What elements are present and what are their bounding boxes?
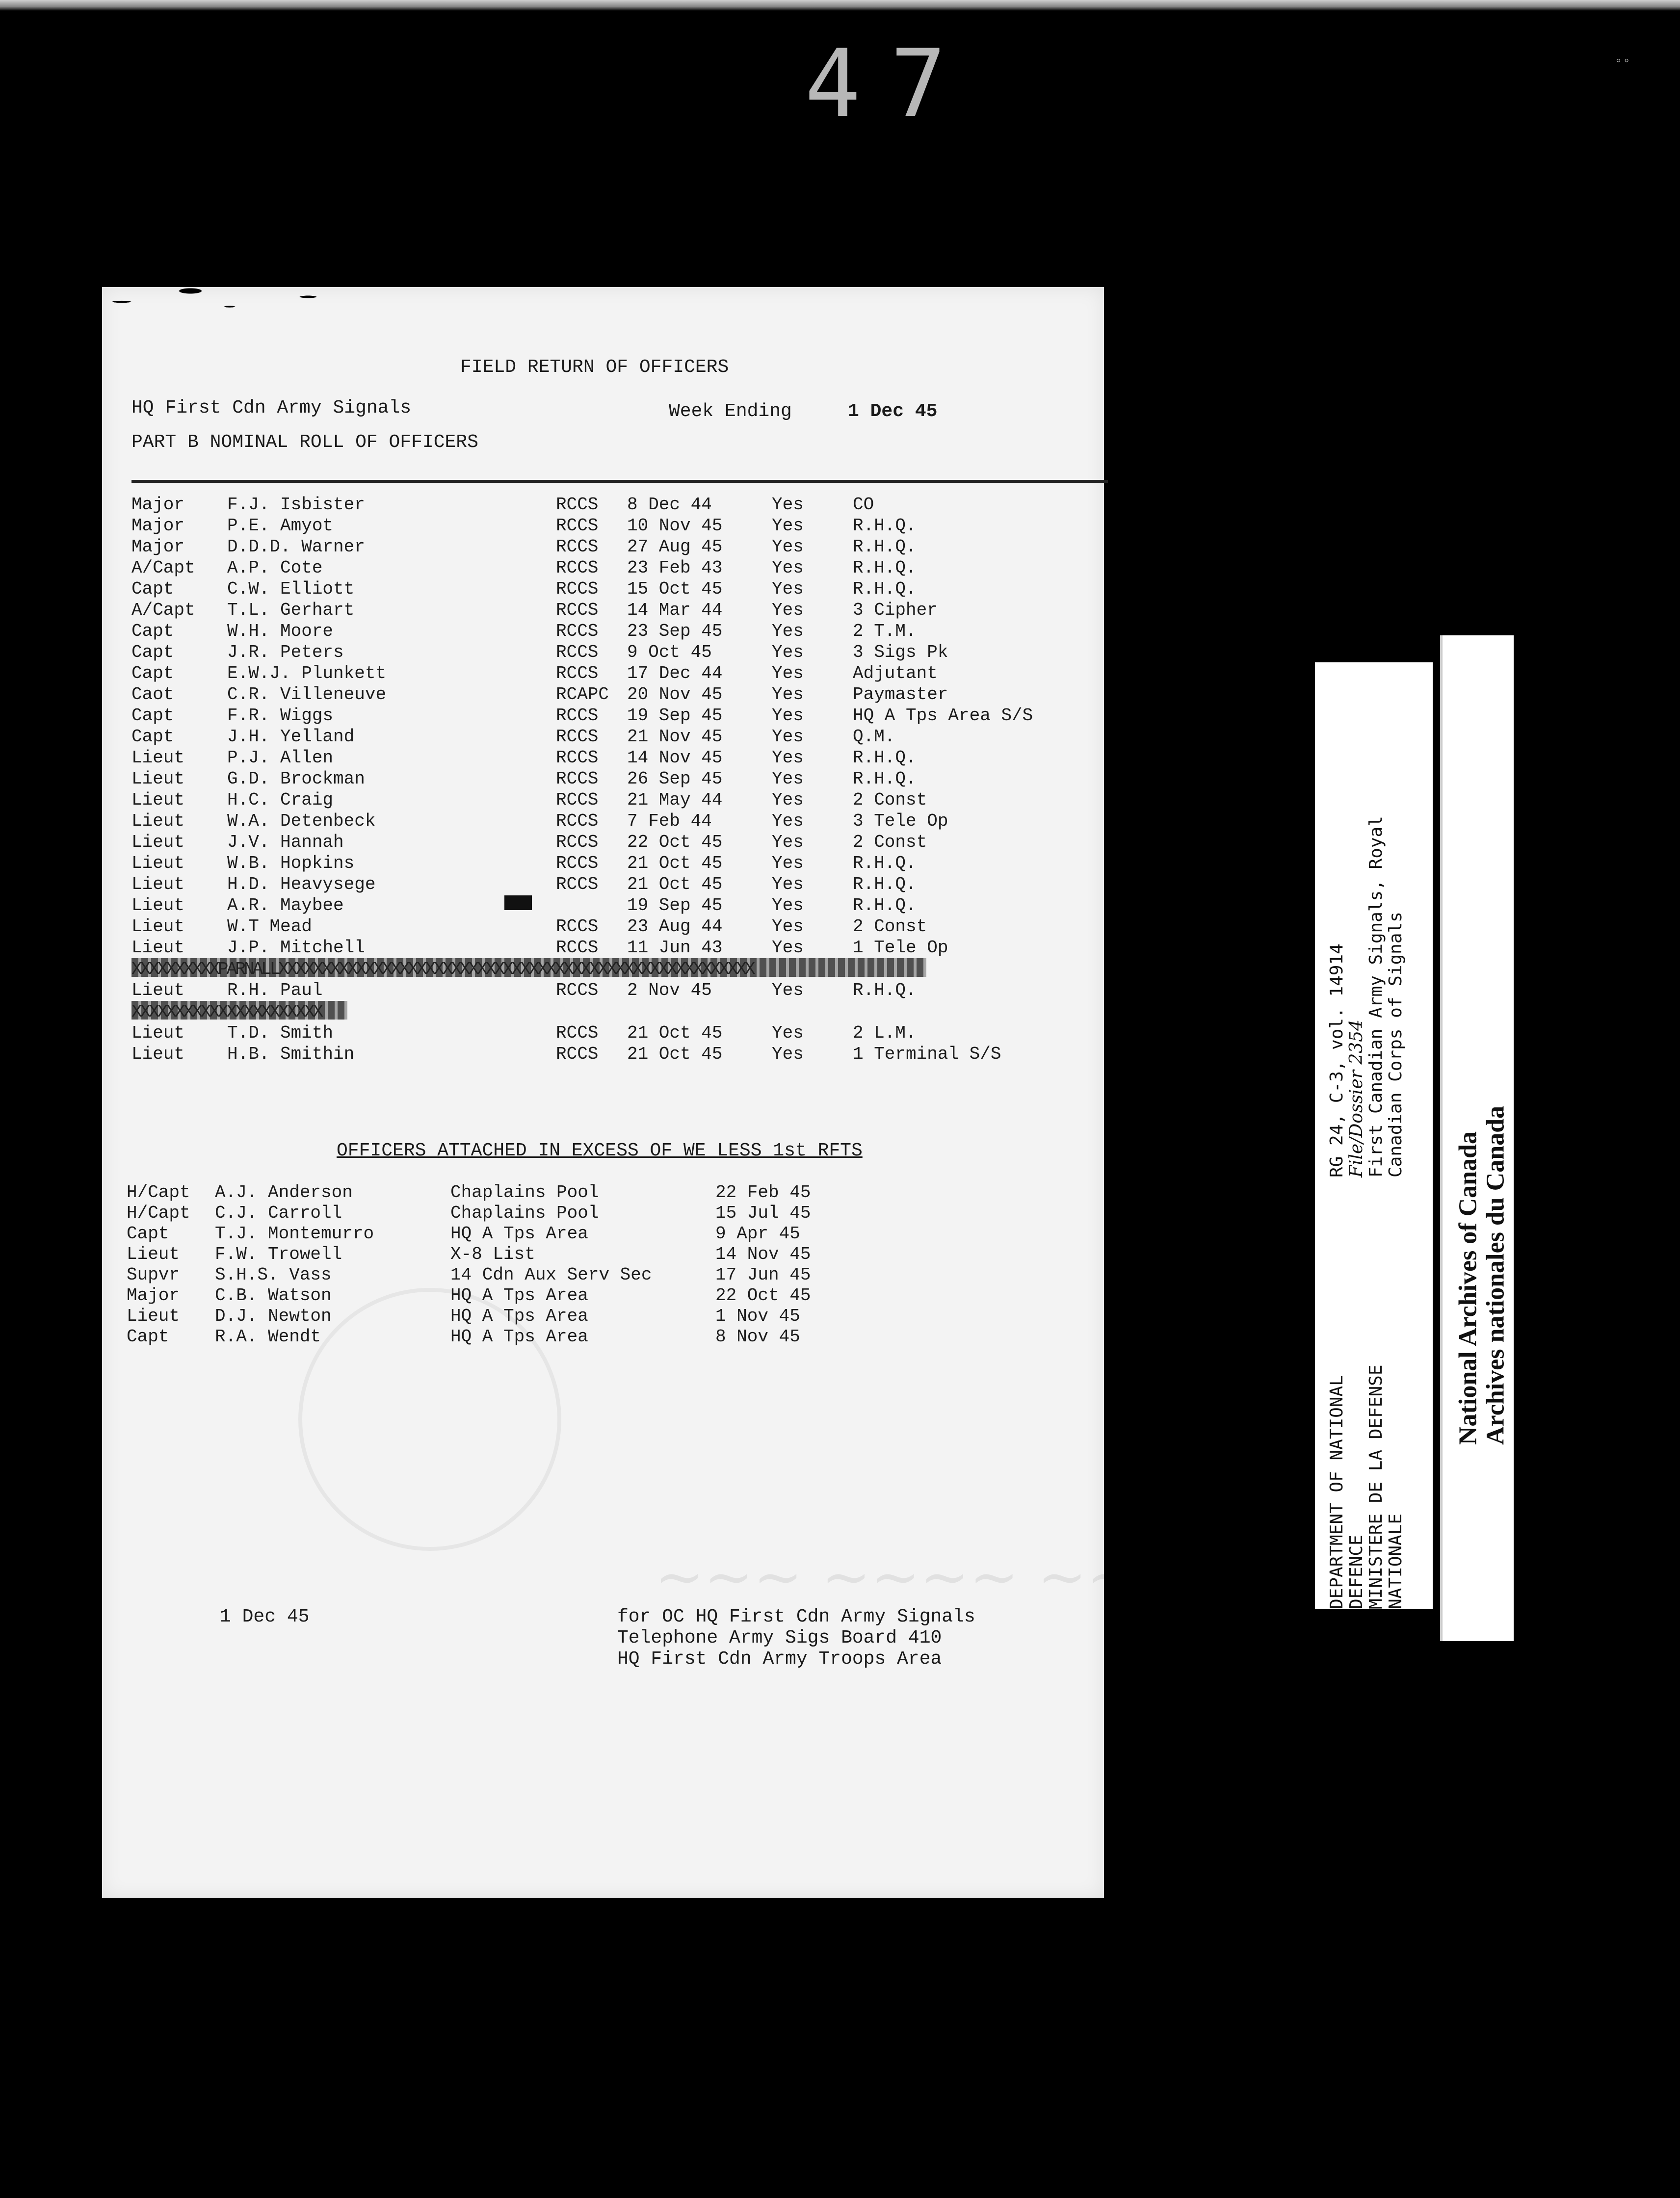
corps-cell: RCCS	[556, 727, 599, 747]
document-title: FIELD RETURN OF OFFICERS	[460, 357, 729, 378]
yes-cell: Yes	[772, 706, 804, 726]
name-cell: H.C. Craig	[227, 790, 334, 810]
corps-cell: RCCS	[556, 600, 599, 620]
name-cell: D.J. Newton	[215, 1306, 332, 1326]
corps-cell: RCCS	[556, 558, 599, 578]
date-cell: 19 Sep 45	[627, 895, 723, 916]
table-row	[131, 853, 1064, 874]
date-cell: 21 Oct 45	[627, 1023, 723, 1043]
date-cell: 7 Feb 44	[627, 811, 712, 831]
name-cell: T.J. Montemurro	[215, 1224, 374, 1244]
rank-cell: Supvr	[127, 1265, 180, 1285]
rank-cell: Lieut	[131, 916, 185, 937]
rank-cell: H/Capt	[127, 1182, 190, 1203]
archive-english: National Archives of Canada	[1454, 1131, 1482, 1445]
rank-cell: A/Capt	[131, 600, 195, 620]
name-cell: T.D. Smith	[227, 1023, 334, 1043]
bleed-through: ~~~ ~~~~ ~~~~	[617, 1543, 1235, 1611]
table-row	[131, 916, 1064, 937]
yes-cell: Yes	[772, 1044, 804, 1064]
struck-out-text: XXXXXXXXXXPARNALLXXXXXXXXXXXXXXXXXXXXXXXXXXXXXXXXXXXXXXXXXXXXXXXXXXXXXXX	[131, 959, 754, 979]
table-row	[131, 790, 1064, 811]
appointment-cell: 3 Tele Op	[853, 811, 948, 831]
rank-cell: Lieut	[131, 980, 185, 1000]
date-cell: 21 Oct 45	[627, 874, 723, 894]
table-row	[131, 748, 1064, 768]
date-cell: 14 Mar 44	[627, 600, 723, 620]
date-cell: 19 Sep 45	[627, 706, 723, 726]
yes-cell: Yes	[772, 600, 804, 620]
date-cell: 27 Aug 45	[627, 537, 723, 557]
date-cell: 21 May 44	[627, 790, 723, 810]
table-row	[131, 495, 1064, 515]
appointment-cell: 1 Tele Op	[853, 938, 948, 958]
yes-cell: Yes	[772, 790, 804, 810]
date-cell: 9 Oct 45	[627, 642, 712, 662]
table-row	[131, 684, 1064, 705]
name-cell: T.L. Gerhart	[227, 600, 355, 620]
attached-row	[127, 1244, 912, 1265]
yes-cell: Yes	[772, 558, 804, 578]
table-row	[131, 832, 1064, 853]
rank-cell: Lieut	[131, 1044, 185, 1064]
heading-rule	[131, 480, 1108, 483]
date-cell: 26 Sep 45	[627, 769, 723, 789]
date-cell: 15 Jul 45	[715, 1203, 811, 1223]
rank-cell: Capt	[131, 621, 174, 641]
yes-cell: Yes	[772, 537, 804, 557]
week-ending-date: 1 Dec 45	[848, 401, 938, 422]
corps-cell: RCCS	[556, 621, 599, 641]
rank-cell: Lieut	[131, 938, 185, 958]
film-mark: ◦◦	[1614, 54, 1631, 69]
corps-cell: RCCS	[556, 579, 599, 599]
corps-cell: RCCS	[556, 1023, 599, 1043]
corps-cell: RCCS	[556, 706, 599, 726]
frame-number: 47	[805, 29, 976, 138]
appointment-cell: 2 T.M.	[853, 621, 917, 641]
appointment-cell: 1 Terminal S/S	[853, 1044, 1001, 1064]
appointment-cell: 3 Cipher	[853, 600, 938, 620]
appointment-cell: R.H.Q.	[853, 980, 917, 1000]
attached-row	[127, 1327, 912, 1347]
table-row	[131, 769, 1064, 789]
archive-label	[1443, 635, 1514, 1641]
yes-cell: Yes	[772, 938, 804, 958]
name-cell: F.J. Isbister	[227, 495, 365, 515]
signature-line-2: Telephone Army Sigs Board 410	[617, 1627, 942, 1648]
date-cell: 1 Nov 45	[715, 1306, 800, 1326]
name-cell: C.B. Watson	[215, 1285, 332, 1306]
corps-cell: RCCS	[556, 1044, 599, 1064]
yes-cell: Yes	[772, 853, 804, 873]
table-row	[131, 980, 1064, 1001]
appointment-cell: Q.M.	[853, 727, 895, 747]
corps-cell: RCCS	[556, 663, 599, 683]
yes-cell: Yes	[772, 495, 804, 515]
corps-cell: RCCS	[556, 874, 599, 894]
corps-cell: RCCS	[556, 516, 599, 536]
attached-row	[127, 1265, 912, 1285]
date-cell: 8 Nov 45	[715, 1327, 800, 1347]
corps-cell: RCCS	[556, 769, 599, 789]
attached-heading: OFFICERS ATTACHED IN EXCESS OF WE LESS 1st RFTS	[337, 1140, 863, 1161]
rank-cell: Capt	[127, 1327, 169, 1347]
date-cell: 21 Nov 45	[627, 727, 723, 747]
yes-cell: Yes	[772, 663, 804, 683]
torn-edge	[102, 287, 338, 326]
rank-cell: Lieut	[131, 1023, 185, 1043]
attached-row	[127, 1306, 912, 1327]
date-cell: 8 Dec 44	[627, 495, 712, 515]
rank-cell: A/Capt	[131, 558, 195, 578]
yes-cell: Yes	[772, 811, 804, 831]
appointment-cell: 2 Const	[853, 832, 927, 852]
name-cell: W.T Mead	[227, 916, 312, 937]
unit-cell: HQ A Tps Area	[450, 1327, 588, 1347]
rank-cell: Capt	[131, 579, 174, 599]
appointment-cell: 2 Const	[853, 916, 927, 937]
appointment-cell: Paymaster	[853, 684, 948, 705]
unit-name: HQ First Cdn Army Signals	[131, 397, 412, 419]
date-cell: 2 Nov 45	[627, 980, 712, 1000]
struck-out-text-2: XXXXXXXXXXXXXXXXXXXXXX	[131, 1002, 322, 1022]
corps-cell: RCCS	[556, 832, 599, 852]
unit-cell: HQ A Tps Area	[450, 1285, 588, 1306]
rank-cell: Lieut	[131, 748, 185, 768]
rank-cell: Capt	[131, 706, 174, 726]
date-cell: 21 Oct 45	[627, 1044, 723, 1064]
appointment-cell: R.H.Q.	[853, 537, 917, 557]
yes-cell: Yes	[772, 727, 804, 747]
corps-cell: RCCS	[556, 916, 599, 937]
appointment-cell: HQ A Tps Area S/S	[853, 706, 1033, 726]
unit-cell: X-8 List	[450, 1244, 535, 1264]
part-b-heading: PART B NOMINAL ROLL OF OFFICERS	[131, 432, 478, 453]
unit-cell: Chaplains Pool	[450, 1182, 599, 1203]
name-cell: H.B. Smithin	[227, 1044, 355, 1064]
appointment-cell: R.H.Q.	[853, 853, 917, 873]
rank-cell: Lieut	[127, 1244, 180, 1264]
rank-cell: Lieut	[131, 895, 185, 916]
name-cell: R.H. Paul	[227, 980, 323, 1000]
corps-cell: RCCS	[556, 790, 599, 810]
name-cell: D.D.D. Warner	[227, 537, 365, 557]
corps-cell: RCCS	[556, 938, 599, 958]
typed-over-mark	[504, 895, 532, 910]
appointment-cell: 3 Sigs Pk	[853, 642, 948, 662]
name-cell: P.E. Amyot	[227, 516, 334, 536]
appointment-cell: R.H.Q.	[853, 748, 917, 768]
name-cell: C.W. Elliott	[227, 579, 355, 599]
name-cell: J.H. Yelland	[227, 727, 355, 747]
yes-cell: Yes	[772, 832, 804, 852]
rank-cell: Lieut	[131, 790, 185, 810]
name-cell: A.P. Cote	[227, 558, 323, 578]
reference-label	[1315, 662, 1433, 1609]
yes-cell: Yes	[772, 516, 804, 536]
appointment-cell: R.H.Q.	[853, 769, 917, 789]
date-cell: 14 Nov 45	[627, 748, 723, 768]
rank-cell: Major	[127, 1285, 180, 1306]
yes-cell: Yes	[772, 684, 804, 705]
date-cell: 14 Nov 45	[715, 1244, 811, 1264]
attached-row	[127, 1224, 912, 1244]
name-cell: C.R. Villeneuve	[227, 684, 387, 705]
rank-cell: Lieut	[131, 874, 185, 894]
rank-cell: Caot	[131, 684, 174, 705]
table-row	[131, 1023, 1064, 1044]
archive-french: Archives nationales du Canada	[1481, 1105, 1509, 1445]
date-cell: 21 Oct 45	[627, 853, 723, 873]
appointment-cell: 2 L.M.	[853, 1023, 917, 1043]
appointment-cell: R.H.Q.	[853, 874, 917, 894]
table-row	[131, 895, 1064, 916]
yes-cell: Yes	[772, 895, 804, 916]
corps-cell: RCCS	[556, 495, 599, 515]
rank-cell: Lieut	[131, 832, 185, 852]
name-cell: P.J. Allen	[227, 748, 334, 768]
name-cell: W.B. Hopkins	[227, 853, 355, 873]
document-page	[102, 287, 1235, 1898]
date-cell: 9 Apr 45	[715, 1224, 800, 1244]
week-ending-label: Week Ending	[669, 401, 792, 422]
signature-line-3: HQ First Cdn Army Troops Area	[617, 1648, 942, 1670]
date-cell: 23 Feb 43	[627, 558, 723, 578]
table-row	[131, 537, 1064, 557]
date-cell: 22 Feb 45	[715, 1182, 811, 1203]
yes-cell: Yes	[772, 621, 804, 641]
name-cell: F.R. Wiggs	[227, 706, 334, 726]
name-cell: E.W.J. Plunkett	[227, 663, 387, 683]
rank-cell: Lieut	[127, 1306, 180, 1326]
name-cell: H.D. Heavysege	[227, 874, 376, 894]
corps-cell: RCCS	[556, 853, 599, 873]
corps-cell: RCCS	[556, 748, 599, 768]
corps-cell: RCCS	[556, 537, 599, 557]
name-cell: A.R. Maybee	[227, 895, 344, 916]
date-cell: 20 Nov 45	[627, 684, 723, 705]
rank-cell: Major	[131, 495, 185, 515]
name-cell: F.W. Trowell	[215, 1244, 342, 1264]
rank-cell: Capt	[131, 727, 174, 747]
rank-cell: Capt	[131, 663, 174, 683]
department-text: DEPARTMENT OF NATIONAL DEFENCE MINISTERE DE LA DEFENSE NATIONALE	[1327, 1364, 1406, 1609]
attached-row	[127, 1203, 912, 1224]
attached-row	[127, 1182, 912, 1203]
attached-row	[127, 1285, 912, 1306]
date-cell: 22 Oct 45	[627, 832, 723, 852]
signature-line-1: for OC HQ First Cdn Army Signals	[617, 1606, 975, 1627]
date-cell: 22 Oct 45	[715, 1285, 811, 1306]
table-row	[131, 938, 1064, 958]
yes-cell: Yes	[772, 916, 804, 937]
name-cell: S.H.S. Vass	[215, 1265, 332, 1285]
rank-cell: Capt	[127, 1224, 169, 1244]
unit-cell: 14 Cdn Aux Serv Sec	[450, 1265, 652, 1285]
film-edge	[0, 0, 1680, 11]
date-cell: 17 Dec 44	[627, 663, 723, 683]
table-row	[131, 621, 1064, 642]
date-cell: 17 Jun 45	[715, 1265, 811, 1285]
name-cell: J.V. Hannah	[227, 832, 344, 852]
rank-cell: Lieut	[131, 769, 185, 789]
date-cell: 15 Oct 45	[627, 579, 723, 599]
yes-cell: Yes	[772, 980, 804, 1000]
name-cell: W.H. Moore	[227, 621, 334, 641]
appointment-cell: R.H.Q.	[853, 558, 917, 578]
appointment-cell: R.H.Q.	[853, 516, 917, 536]
table-row	[131, 874, 1064, 895]
corps-cell: RCCS	[556, 980, 599, 1000]
table-row	[131, 727, 1064, 747]
name-cell: C.J. Carroll	[215, 1203, 342, 1223]
yes-cell: Yes	[772, 1023, 804, 1043]
appointment-cell: 2 Const	[853, 790, 927, 810]
rank-cell: Major	[131, 516, 185, 536]
appointment-cell: Adjutant	[853, 663, 938, 683]
yes-cell: Yes	[772, 874, 804, 894]
appointment-cell: R.H.Q.	[853, 895, 917, 916]
rank-cell: Lieut	[131, 811, 185, 831]
appointment-cell: CO	[853, 495, 874, 515]
name-cell: J.P. Mitchell	[227, 938, 365, 958]
rank-cell: H/Capt	[127, 1203, 190, 1223]
yes-cell: Yes	[772, 579, 804, 599]
reference-text: RG 24, C-3, vol. 14914 File/Dossier 2354 First Canadian Army Signals, Royal Canadian Corps of Signals	[1327, 816, 1406, 1178]
rank-cell: Major	[131, 537, 185, 557]
unit-cell: HQ A Tps Area	[450, 1306, 588, 1326]
date-cell: 23 Aug 44	[627, 916, 723, 937]
table-row	[131, 558, 1064, 578]
name-cell: J.R. Peters	[227, 642, 344, 662]
appointment-cell: R.H.Q.	[853, 579, 917, 599]
rank-cell: Capt	[131, 642, 174, 662]
corps-cell: RCCS	[556, 642, 599, 662]
table-row	[131, 579, 1064, 600]
table-row	[131, 706, 1064, 726]
date-cell: 11 Jun 43	[627, 938, 723, 958]
date-cell: 10 Nov 45	[627, 516, 723, 536]
footer-date: 1 Dec 45	[220, 1606, 310, 1627]
name-cell: A.J. Anderson	[215, 1182, 353, 1203]
table-row	[131, 642, 1064, 663]
date-cell: 23 Sep 45	[627, 621, 723, 641]
name-cell: R.A. Wendt	[215, 1327, 321, 1347]
name-cell: W.A. Detenbeck	[227, 811, 376, 831]
table-row	[131, 1044, 1064, 1065]
rank-cell: Lieut	[131, 853, 185, 873]
corps-cell: RCCS	[556, 811, 599, 831]
corps-cell: RCAPC	[556, 684, 609, 705]
table-row	[131, 516, 1064, 536]
table-row	[131, 811, 1064, 832]
table-row	[131, 663, 1064, 684]
table-row	[131, 600, 1064, 621]
yes-cell: Yes	[772, 769, 804, 789]
yes-cell: Yes	[772, 748, 804, 768]
name-cell: G.D. Brockman	[227, 769, 365, 789]
unit-cell: Chaplains Pool	[450, 1203, 599, 1223]
unit-cell: HQ A Tps Area	[450, 1224, 588, 1244]
yes-cell: Yes	[772, 642, 804, 662]
